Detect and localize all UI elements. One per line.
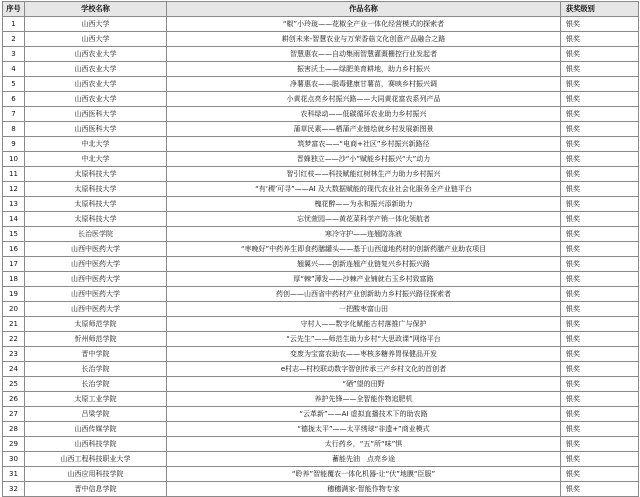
table-row <box>3 167 639 182</box>
cell-work: 农科绿动——低碳循环农业助力乡村振兴 <box>167 107 561 122</box>
cell-school: 山西中医药大学 <box>25 242 167 257</box>
cell-work: 蓄能先油 点亮乡途 <box>167 452 561 467</box>
cell-school: 中北大学 <box>25 137 167 152</box>
cell-work: “有‘稷’可寻”——AI 及大数据赋能的现代农业社会化服务全产业链平台 <box>167 182 561 197</box>
cell-level: 银奖 <box>561 152 639 167</box>
table-row <box>3 77 639 92</box>
table-row <box>3 482 639 497</box>
cell-level: 银奖 <box>561 407 639 422</box>
table-row <box>3 17 639 32</box>
cell-school: 太原科技大学 <box>25 182 167 197</box>
table-row <box>3 152 639 167</box>
cell-level: 银奖 <box>561 167 639 182</box>
cell-school: 山西农业大学 <box>25 62 167 77</box>
cell-work: 智慧惠农——自动集雨智慧灌溉栅控行业发起者 <box>167 47 561 62</box>
cell-work: 太行药乡，“五”所“味”惧 <box>167 437 561 452</box>
cell-no: 16 <box>3 242 25 257</box>
cell-school: 太原科技大学 <box>25 197 167 212</box>
cell-work: 振害沃土——绿肥美育耕地，助力乡村振兴 <box>167 62 561 77</box>
table-row <box>3 107 639 122</box>
header-work: 作品名称 <box>167 2 561 17</box>
table-row <box>3 92 639 107</box>
cell-no: 3 <box>3 47 25 62</box>
cell-no: 30 <box>3 452 25 467</box>
cell-level: 银奖 <box>561 482 639 497</box>
cell-no: 27 <box>3 407 25 422</box>
table-row <box>3 302 639 317</box>
cell-school: 山西传媒学院 <box>25 422 167 437</box>
cell-no: 32 <box>3 482 25 497</box>
table-row <box>3 122 639 137</box>
cell-work: “德拢太平”——太平绣球“非遗+”商业模式 <box>167 422 561 437</box>
cell-level: 银奖 <box>561 197 639 212</box>
table-row <box>3 347 639 362</box>
cell-level: 银奖 <box>561 227 639 242</box>
cell-level: 银奖 <box>561 122 639 137</box>
cell-no: 2 <box>3 32 25 47</box>
cell-work: “云革新”——AI 虚拟直播技术下的助农路 <box>167 407 561 422</box>
cell-school: 山西科技学院 <box>25 437 167 452</box>
cell-no: 7 <box>3 107 25 122</box>
cell-work: “聆养”智能覆农一体化机器-让“伏”地膜“臣服” <box>167 467 561 482</box>
table-row <box>3 362 639 377</box>
cell-level: 银奖 <box>561 347 639 362</box>
cell-work: 寒冷守护——连翘防冻液 <box>167 227 561 242</box>
cell-work: 忘忧萱园——黄花菜科学产销一体化领航者 <box>167 212 561 227</box>
cell-level: 银奖 <box>561 92 639 107</box>
cell-level: 银奖 <box>561 392 639 407</box>
cell-work: “椒”小玲珑——花椒全产业一体化经营模式的探索者 <box>167 17 561 32</box>
cell-no: 24 <box>3 362 25 377</box>
cell-no: 31 <box>3 467 25 482</box>
cell-school: 吕梁学院 <box>25 407 167 422</box>
header-school: 学校名称 <box>25 2 167 17</box>
cell-level: 银奖 <box>561 47 639 62</box>
cell-level: 银奖 <box>561 62 639 77</box>
cell-level: 银奖 <box>561 17 639 32</box>
cell-school: 太原科技大学 <box>25 167 167 182</box>
cell-school: 山西工程科技职业大学 <box>25 452 167 467</box>
cell-level: 银奖 <box>561 212 639 227</box>
cell-no: 21 <box>3 317 25 332</box>
table-row <box>3 242 639 257</box>
cell-no: 13 <box>3 197 25 212</box>
table-row <box>3 437 639 452</box>
table-row <box>3 212 639 227</box>
cell-school: 山西中医药大学 <box>25 272 167 287</box>
cell-school: 忻州师范学院 <box>25 332 167 347</box>
cell-work: 守村人——数字化赋能古村落推广与保护 <box>167 317 561 332</box>
cell-work: “云先生”——师范生助力乡村“大思政课”网络平台 <box>167 332 561 347</box>
cell-level: 银奖 <box>561 437 639 452</box>
cell-level: 银奖 <box>561 302 639 317</box>
cell-work: 一把酸枣富山田 <box>167 302 561 317</box>
table-body <box>3 17 639 497</box>
cell-no: 8 <box>3 122 25 137</box>
cell-no: 15 <box>3 227 25 242</box>
cell-no: 1 <box>3 17 25 32</box>
table-row <box>3 227 639 242</box>
cell-no: 29 <box>3 437 25 452</box>
cell-work: “硒”望的田野 <box>167 377 561 392</box>
cell-work: 晋蜂独立——沙“小”赋能乡村振兴“大”动力 <box>167 152 561 167</box>
cell-level: 银奖 <box>561 377 639 392</box>
cell-level: 银奖 <box>561 467 639 482</box>
cell-no: 6 <box>3 92 25 107</box>
cell-work: e村志—村校联动数字智创传承三产乡村文化的首创者 <box>167 362 561 377</box>
table-row <box>3 287 639 302</box>
table-row <box>3 317 639 332</box>
cell-work: 筑梦富农——“电商+社区”乡村振兴新路径 <box>167 137 561 152</box>
cell-school: 太原科技大学 <box>25 212 167 227</box>
cell-no: 11 <box>3 167 25 182</box>
header-level: 获奖级别 <box>561 2 639 17</box>
cell-no: 10 <box>3 152 25 167</box>
cell-no: 28 <box>3 422 25 437</box>
cell-no: 18 <box>3 272 25 287</box>
cell-level: 银奖 <box>561 77 639 92</box>
cell-school: 山西应用科技学院 <box>25 467 167 482</box>
cell-school: 长治学院 <box>25 362 167 377</box>
cell-no: 20 <box>3 302 25 317</box>
cell-work: 净薯惠农——脱毒健康甘薯苗，赛映乡村振兴调 <box>167 77 561 92</box>
cell-school: 山西中医药大学 <box>25 287 167 302</box>
cell-no: 19 <box>3 287 25 302</box>
cell-school: 山西农业大学 <box>25 47 167 62</box>
cell-school: 长治学院 <box>25 377 167 392</box>
cell-no: 9 <box>3 137 25 152</box>
cell-level: 银奖 <box>561 332 639 347</box>
cell-level: 银奖 <box>561 107 639 122</box>
table-row <box>3 392 639 407</box>
cell-level: 银奖 <box>561 317 639 332</box>
cell-work: 小黄花点亮乡村振兴路——大同黄花富农系列产品 <box>167 92 561 107</box>
table-row <box>3 62 639 77</box>
table-row <box>3 452 639 467</box>
table-row <box>3 47 639 62</box>
cell-level: 银奖 <box>561 452 639 467</box>
cell-level: 银奖 <box>561 362 639 377</box>
cell-level: 银奖 <box>561 182 639 197</box>
table-row <box>3 197 639 212</box>
cell-work: 厚“棘”薄发——沙棘产业铺就右玉乡村致富路 <box>167 272 561 287</box>
cell-no: 22 <box>3 332 25 347</box>
award-table <box>2 1 639 497</box>
cell-work: 药创——山西省中药材产业创新助力乡村振兴路径探索者 <box>167 287 561 302</box>
cell-school: 山西医科大学 <box>25 107 167 122</box>
cell-work: 翘翼兴——创新连翘产业链复兴乡村振兴路 <box>167 257 561 272</box>
table-row <box>3 182 639 197</box>
cell-school: 长治医学院 <box>25 227 167 242</box>
table-row <box>3 422 639 437</box>
cell-no: 17 <box>3 257 25 272</box>
table-row <box>3 407 639 422</box>
cell-level: 银奖 <box>561 32 639 47</box>
cell-school: 山西中医药大学 <box>25 257 167 272</box>
cell-school: 山西中医药大学 <box>25 302 167 317</box>
header-row <box>3 2 639 17</box>
table-row <box>3 137 639 152</box>
cell-school: 太原工业学院 <box>25 392 167 407</box>
header-no: 序号 <box>3 2 25 17</box>
table-row <box>3 32 639 47</box>
cell-work: 养护先锋——全智能作物追肥机 <box>167 392 561 407</box>
cell-school: 山西农业大学 <box>25 92 167 107</box>
cell-level: 银奖 <box>561 137 639 152</box>
cell-no: 23 <box>3 347 25 362</box>
cell-no: 14 <box>3 212 25 227</box>
cell-no: 26 <box>3 392 25 407</box>
cell-school: 山西大学 <box>25 17 167 32</box>
cell-level: 银奖 <box>561 242 639 257</box>
table-row <box>3 272 639 287</box>
table-row <box>3 257 639 272</box>
table-row <box>3 377 639 392</box>
cell-work: 槐花醉——为永和振兴添新助力 <box>167 197 561 212</box>
cell-school: 晋中学院 <box>25 347 167 362</box>
cell-work: 穗穗满家-智能作物专家 <box>167 482 561 497</box>
table-header <box>3 2 639 17</box>
cell-no: 4 <box>3 62 25 77</box>
cell-school: 山西医科大学 <box>25 122 167 137</box>
award-list-sheet <box>2 1 638 497</box>
cell-level: 银奖 <box>561 422 639 437</box>
cell-work: 智引红枝——科技赋能红树林生产力助力乡村振兴 <box>167 167 561 182</box>
table-row <box>3 332 639 347</box>
cell-school: 晋中信息学院 <box>25 482 167 497</box>
cell-work: “枣晚好”中药养生即食药膳罐头——基于山西道地药材的创新药膳产业助农项目 <box>167 242 561 257</box>
cell-school: 山西农业大学 <box>25 77 167 92</box>
cell-level: 银奖 <box>561 257 639 272</box>
cell-work: 蒲草民素——栖蒲产业链绘就乡村发展新图景 <box>167 122 561 137</box>
table-row <box>3 467 639 482</box>
cell-no: 25 <box>3 377 25 392</box>
cell-no: 5 <box>3 77 25 92</box>
cell-school: 山西大学 <box>25 32 167 47</box>
cell-school: 中北大学 <box>25 152 167 167</box>
cell-level: 银奖 <box>561 272 639 287</box>
cell-school: 太原师范学院 <box>25 317 167 332</box>
cell-no: 12 <box>3 182 25 197</box>
cell-work: 耕创未来-智慧农业与万荣香菇文化创意产品融合之路 <box>167 32 561 47</box>
cell-work: 变废为宝富农助农——枣核多糖养胃保健品开发 <box>167 347 561 362</box>
cell-level: 银奖 <box>561 287 639 302</box>
